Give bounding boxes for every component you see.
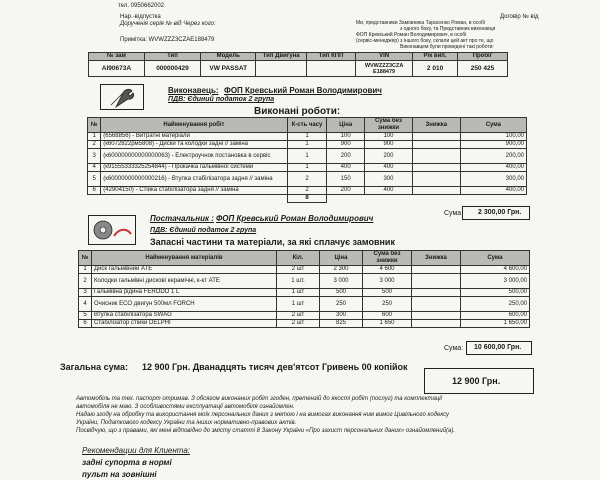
performer-tax: ПДВ: Єдиний податок 2 група <box>168 96 275 103</box>
engine-value <box>256 61 307 77</box>
col-header: Сума без знижки <box>365 118 413 133</box>
table-row <box>79 274 530 289</box>
wrench-icon <box>101 85 143 109</box>
row-number: 5 <box>79 312 92 320</box>
part-sum-no-discount: 250 <box>363 297 412 312</box>
parts-sum-value: 10 600,00 Грн. <box>474 344 522 351</box>
col-header: Знижка <box>412 251 461 266</box>
part-price: 500 <box>320 289 363 297</box>
col-header: Кіл. <box>277 251 320 266</box>
work-sum: 100,00 <box>460 133 526 141</box>
table-row <box>79 266 530 274</box>
part-sum-no-discount: 4 600 <box>363 266 412 274</box>
work-sum: 900,00 <box>460 141 526 149</box>
part-qty: 2 шт <box>277 320 320 328</box>
total-hours-row <box>88 195 527 203</box>
row-number: 4 <box>88 164 101 172</box>
table-row <box>79 312 530 320</box>
work-discount <box>412 149 460 164</box>
row-number: 3 <box>79 289 92 297</box>
work-discount <box>412 141 460 149</box>
work-sum-no-discount: 100 <box>365 133 413 141</box>
row-number: 1 <box>79 266 92 274</box>
work-discount <box>412 133 460 141</box>
brake-parts-icon <box>89 216 135 244</box>
part-sum-no-discount: 500 <box>363 289 412 297</box>
part-qty: 2 шт <box>277 312 320 320</box>
table-row <box>79 320 530 328</box>
table-row <box>79 289 530 297</box>
row-number: 1 <box>88 133 101 141</box>
table-row <box>88 164 527 172</box>
part-name: Колодки гальмівні дискові керамічні, к-кт ATE <box>92 274 277 289</box>
legal-line-5: Посвідчую, що з правами, які мені відповідно до змісту статті 8 Закону України «Про захист персональних даних» ознайомлений(а). <box>76 428 456 434</box>
work-name: (к6072822рм5808) - Диски та колодки задні // заміна <box>101 141 287 149</box>
work-name: (к600000000000000063) - Електроучнок постановка в сервіс <box>101 149 287 164</box>
work-price: 150 <box>327 172 365 187</box>
intro-text-1: Ми, представники Замовника Тарасенко Роман, в особі <box>356 20 486 26</box>
parts-logo <box>88 215 136 245</box>
part-discount <box>412 320 461 328</box>
supplier-label: Постачальник : <box>150 214 214 223</box>
work-name: (к60000000000000216) - Втулка стабілізатора задня // заміна <box>101 172 287 187</box>
part-sum: 1 650,00 <box>461 320 530 328</box>
col-header: Тип Двигуна <box>256 53 307 61</box>
intro-text-3: ФОП Кревський Роман Володимирович, в особі <box>356 32 467 38</box>
legal-line-2: автомобіля не маю. З особливостями експлуатації автомобіля ознайомлен. <box>76 404 295 410</box>
col-header: Ціна <box>320 251 363 266</box>
part-sum-no-discount: 3 000 <box>363 274 412 289</box>
work-qty: 1 <box>287 133 327 141</box>
work-name: (42904150) - Стійка стабілізатора задня // заміна <box>101 187 287 195</box>
work-qty: 2 <box>287 172 327 187</box>
row-number: 6 <box>88 187 101 195</box>
intro-text-2: з одного боку, та Представник виконавця <box>400 26 496 32</box>
row-number: 2 <box>88 141 101 149</box>
table-row <box>88 141 527 149</box>
note: Примітка: WVWZZZ3CZAE188479 <box>120 37 215 43</box>
total-label: Загальна сума: <box>60 362 129 372</box>
works-sum-value: 2 300,00 Грн. <box>478 209 522 216</box>
intro-text-5: Виконавцем були проведені такі роботи: <box>400 44 494 50</box>
left-line-2: Дорученiя серiя № від Через кого: <box>120 21 216 27</box>
work-sum: 300,00 <box>460 172 526 187</box>
supplier-tax: ПДВ: Єдиний податок 2 група <box>150 227 257 234</box>
recommendations-label: Рекомендации для Клиента: <box>82 446 191 455</box>
row-number: 4 <box>79 297 92 312</box>
recommendation-2: пульт на зовнішні <box>82 470 157 479</box>
left-line-1: Нар.-вiдпустка <box>120 14 161 20</box>
work-qty: 1 <box>287 164 327 172</box>
row-number: 2 <box>79 274 92 289</box>
work-sum-no-discount: 300 <box>365 172 413 187</box>
table-row <box>79 297 530 312</box>
part-name: Диск гальмівний ATE <box>92 266 277 274</box>
part-qty: 2 шт <box>277 266 320 274</box>
part-price: 825 <box>320 320 363 328</box>
work-discount <box>412 187 460 195</box>
intro-text-4: (сервіс-менеджер) з іншого боку, склали цей акт про те, що <box>356 38 494 44</box>
col-header: VIN <box>355 53 412 61</box>
col-header: Пробіг <box>457 53 507 61</box>
contract-number: Договір № від <box>500 14 539 20</box>
col-header: № <box>88 118 101 133</box>
work-price: 900 <box>327 141 365 149</box>
col-header: Знижка <box>412 118 460 133</box>
part-discount <box>412 297 461 312</box>
part-discount <box>412 266 461 274</box>
work-sum-no-discount: 400 <box>365 187 413 195</box>
part-sum: 250,00 <box>461 297 530 312</box>
row-number: 6 <box>79 320 92 328</box>
legal-line-3: Надаю згоду на обробку та використання моїх персональних даних з метою і на вимогах виконання ним вимог Цивільного кодексу <box>76 412 450 418</box>
table-row <box>88 133 527 141</box>
table-row <box>88 149 527 164</box>
order-number: AI90673A <box>89 61 145 77</box>
recommendation-1: задні супорта в нормі <box>82 458 172 467</box>
performer-label: Виконавець: <box>168 86 219 95</box>
model-value: VW PASSAT <box>201 61 256 77</box>
part-sum-no-discount: 1 650 <box>363 320 412 328</box>
col-header: Сума <box>461 251 530 266</box>
work-sum: 400,00 <box>460 164 526 172</box>
row-number: 3 <box>88 149 101 164</box>
legal-line-1: Автомобіль та тех. паспорт отримав. З обсягом виконаних робіт згоден, претензій до якості робіт (послуг) та комплектації <box>76 396 442 402</box>
table-row <box>88 187 527 195</box>
part-qty: 1 шт. <box>277 274 320 289</box>
col-header: Рік вип. <box>413 53 458 61</box>
part-price: 2 300 <box>320 266 363 274</box>
part-sum: 500,00 <box>461 289 530 297</box>
col-header: Тип КПП <box>307 53 356 61</box>
part-sum-no-discount: 600 <box>363 312 412 320</box>
part-name: Втулка стабілізатора SWAG <box>92 312 277 320</box>
works-sum-label: Сума <box>444 210 462 217</box>
col-header: Тип <box>144 53 200 61</box>
row-number: 5 <box>88 172 101 187</box>
performer-name: ФОП Кревський Роман Володимирович <box>224 86 382 95</box>
works-title: Виконані роботи: <box>254 106 341 117</box>
part-discount <box>412 289 461 297</box>
parts-title: Запасні частини та матеріали, за які сплачує замовник <box>150 237 395 247</box>
col-header: № <box>79 251 92 266</box>
part-price: 3 000 <box>320 274 363 289</box>
work-name: (6568856) - Витратні матеріали <box>101 133 287 141</box>
work-discount <box>412 172 460 187</box>
part-sum: 3 000,00 <box>461 274 530 289</box>
work-price: 200 <box>327 149 365 164</box>
gearbox-value <box>307 61 356 77</box>
work-sum: 400,00 <box>460 187 526 195</box>
col-header: Сума без знижки <box>363 251 412 266</box>
table-row <box>88 172 527 187</box>
col-header: К-сть часу <box>287 118 327 133</box>
part-price: 300 <box>320 312 363 320</box>
works-table <box>87 117 527 203</box>
col-header: № зам <box>89 53 145 61</box>
legal-line-4: України, Податкового кодексу України та інших нормативно-правових актів. <box>76 420 297 426</box>
work-sum: 200,00 <box>460 149 526 164</box>
parts-sum-label: Сума: <box>444 345 464 352</box>
work-qty: 2 <box>287 187 327 195</box>
supplier-name: ФОП Кревський Роман Володимирович <box>216 214 374 223</box>
wrench-logo <box>100 84 144 110</box>
work-sum-no-discount: 400 <box>365 164 413 172</box>
part-sum: 600,00 <box>461 312 530 320</box>
part-qty: 1 шт <box>277 289 320 297</box>
type-value: 000000429 <box>144 61 200 77</box>
work-name: (к91555333325254844) - Прокачка гальмівної системи <box>101 164 287 172</box>
col-header: Ціна <box>327 118 365 133</box>
total-hours: 8 <box>287 195 327 203</box>
phone: тел. 0950662002 <box>118 3 165 9</box>
work-price: 400 <box>327 164 365 172</box>
col-header: Модель <box>201 53 256 61</box>
col-header: Найменування матеріалів <box>92 251 277 266</box>
work-sum-no-discount: 200 <box>365 149 413 164</box>
mileage-value: 250 425 <box>457 61 507 77</box>
part-discount <box>412 312 461 320</box>
part-name: Гальмівна рідина FERODO 1 L <box>92 289 277 297</box>
part-sum: 4 600,00 <box>461 266 530 274</box>
part-name: Стабілізатор стійки DELPHI <box>92 320 277 328</box>
total-box-value: 12 900 Грн. <box>452 376 501 386</box>
col-header: Найменування робіт <box>101 118 287 133</box>
work-sum-no-discount: 900 <box>365 141 413 149</box>
part-discount <box>412 274 461 289</box>
year-value: 2 010 <box>413 61 458 77</box>
part-price: 250 <box>320 297 363 312</box>
part-qty: 1 шт <box>277 297 320 312</box>
vin-value: WVWZZZ3CZA E188479 <box>355 61 412 77</box>
work-price: 200 <box>327 187 365 195</box>
total-text: 12 900 Грн. Дванадцять тисяч дев'ятсот Гривень 00 копійок <box>142 362 408 372</box>
work-qty: 1 <box>287 149 327 164</box>
work-qty: 1 <box>287 141 327 149</box>
parts-table <box>78 250 530 328</box>
vehicle-table <box>88 52 508 77</box>
work-discount <box>412 164 460 172</box>
col-header: Сума <box>460 118 526 133</box>
work-price: 100 <box>327 133 365 141</box>
part-name: Очисник ECO двигун 500мл FORCH <box>92 297 277 312</box>
